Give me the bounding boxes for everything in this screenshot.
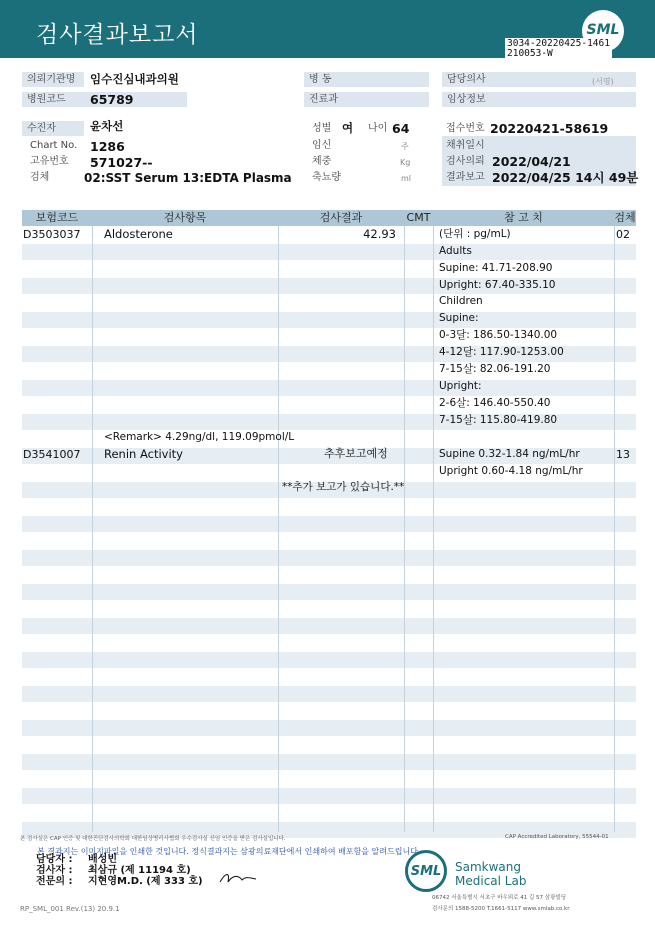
collection-label: 채취일시 (446, 140, 485, 151)
row1-result: 42.93 (363, 227, 396, 241)
form-id: RP_SML_001 Rev.(13) 20.9.1 (20, 905, 120, 913)
remark: <Remark> 4.29ng/dl, 119.09pmol/L (104, 431, 295, 443)
report-title: 검사결과보고서 (36, 22, 199, 48)
urine-label: 축뇨량 (312, 172, 341, 183)
company-contact: 검사문의 1588-5200 T.1661-5117 www.smlab.co.kr (432, 906, 570, 912)
age-value: 64 (392, 121, 410, 136)
examiner-label: 검사자 : (36, 865, 73, 876)
certification-note: 본 검사실은 CAP 인증 및 대한진단검사의학회 대한임상병리사협회 우수검사실 신임 인증을 받은 검사실입니다. (20, 836, 286, 842)
row2-code: D3541007 (23, 448, 81, 461)
weight-label: 체중 (312, 156, 332, 167)
row1-ref-10: 2-6살: 146.40-550.40 (439, 397, 551, 409)
specialist-name: 지현영M.D. (제 333 호) (88, 876, 203, 887)
unique-id-label: 고유번호 (30, 156, 69, 167)
pregnancy-label: 임신 (312, 140, 332, 151)
document-id (505, 38, 612, 60)
specialist-label: 전문의 : (36, 876, 73, 887)
pending-note: **추가 보고가 있습니다.** (282, 481, 405, 493)
row1-ref-11: 7-15살: 115.80-419.80 (439, 414, 558, 426)
col-insurance-code: 보험코드 (35, 211, 79, 224)
col-divider (92, 226, 93, 832)
table-stripe (22, 380, 636, 396)
col-result: 검사결과 (319, 211, 363, 224)
table-stripe (22, 652, 636, 668)
department-label: 진료과 (304, 92, 429, 107)
manager-name: 배성빈 (88, 854, 117, 865)
doctor-label: 담당의사 (442, 72, 636, 87)
row1-ref-8: 7-15살: 82.06-191.20 (439, 363, 551, 375)
table-stripe (22, 788, 636, 804)
institution-value: 임수진심내과의원 (90, 72, 179, 86)
col-divider (278, 226, 279, 832)
col-cmt: CMT (406, 211, 431, 224)
ward-label: 병 동 (304, 72, 429, 87)
table-stripe (22, 686, 636, 702)
col-divider (614, 226, 615, 832)
row1-code: D3503037 (23, 228, 81, 241)
report-date: 2022/04/25 14시 49분 (492, 170, 639, 185)
table-stripe (22, 550, 636, 566)
company-name-line1: Samkwang (455, 860, 521, 874)
institution-label: 의뢰기관명 (22, 72, 84, 87)
patient-label: 수진자 (22, 121, 84, 136)
row1-ref-2: Supine: 41.71-208.90 (439, 262, 553, 274)
sml-logo-text: SML (586, 22, 620, 38)
pregnancy-unit: 주 (401, 142, 409, 151)
col-divider (404, 226, 405, 832)
row1-ref-7: 4-12달: 117.90-1253.00 (439, 346, 564, 358)
col-test-item: 검사항목 (163, 211, 207, 224)
receipt-label: 접수번호 (446, 123, 485, 134)
table-stripe (22, 516, 636, 532)
row1-specimen: 02 (616, 228, 630, 241)
chart-no-label: Chart No. (30, 140, 78, 151)
row2-specimen: 13 (616, 448, 630, 461)
table-stripe (22, 584, 636, 600)
clinical-info-label: 임상정보 (442, 92, 636, 107)
row1-ref-5: Supine: (439, 312, 479, 324)
row1-ref-3: Upright: 67.40-335.10 (439, 279, 556, 291)
row1-ref-0: (단위 : pg/mL) (439, 228, 511, 240)
col-specimen: 검체 (614, 211, 636, 224)
sex-value: 여 (342, 121, 354, 135)
row1-ref-6: 0-3달: 186.50-1340.00 (439, 329, 558, 341)
table-stripe (22, 244, 636, 260)
unique-id-value: 571027-- (90, 155, 153, 170)
row1-item: Aldosterone (104, 227, 173, 241)
age-label: 나이 (368, 123, 388, 134)
row2-item: Renin Activity (104, 447, 183, 461)
col-divider (433, 226, 434, 832)
table-stripe (22, 618, 636, 634)
hospital-code-label: 병원코드 (22, 92, 187, 107)
cap-accreditation: CAP Accredited Laboratory, 55544-01 (505, 834, 609, 840)
specimen-value: 02:SST Serum 13:EDTA Plasma (84, 171, 292, 185)
row1-ref-1: Adults (439, 245, 472, 257)
report-label: 결과보고 (446, 172, 485, 183)
request-label: 검사의뢰 (446, 156, 485, 167)
hospital-code-value: 65789 (90, 92, 134, 107)
row2-result: 추후보고예정 (324, 447, 388, 460)
results-table-header (22, 210, 636, 226)
weight-unit: Kg (400, 158, 411, 167)
patient-name: 윤차선 (90, 119, 124, 133)
receipt-value: 20220421-58619 (490, 121, 609, 136)
table-stripe (22, 312, 636, 328)
row2-ref-1: Upright 0.60-4.18 ng/mL/hr (439, 465, 583, 477)
row1-ref-4: Children (439, 295, 483, 307)
request-date: 2022/04/21 (492, 154, 571, 169)
row1-ref-9: Upright: (439, 380, 482, 392)
row2-ref-0: Supine 0.32-1.84 ng/mL/hr (439, 448, 580, 460)
sml-footer-logo (405, 850, 447, 892)
urine-unit: ml (401, 174, 412, 183)
examiner-name: 최삼규 (제 11194 호) (88, 865, 191, 876)
table-stripe (22, 754, 636, 770)
sex-label: 성별 (312, 123, 332, 134)
sml-footer-logo-text: SML (410, 864, 442, 879)
table-stripe (22, 720, 636, 736)
col-reference: 참 고 치 (504, 211, 543, 224)
signature (218, 870, 258, 886)
doctor-sign-label: (서명) (592, 77, 614, 86)
company-name-line2: Medical Lab (455, 874, 527, 888)
specimen-label: 검체 (30, 172, 50, 183)
chart-no-value: 1286 (90, 139, 125, 154)
company-address: 06742 서울특별시 서초구 바우뫼로 41 길 57 삼광빌딩 (432, 895, 567, 901)
manager-label: 담당자 : (36, 854, 73, 865)
document-id-line2: 210053-W (507, 48, 553, 59)
document-id-line1: 3034-20220425-1461 (507, 38, 610, 49)
print-notice: 본 결과지는 이미지파일을 인쇄한 것입니다. 정식결과지는 삼광의료재단에서 인쇄하여 배포함을 알려드립니다. (37, 847, 421, 856)
